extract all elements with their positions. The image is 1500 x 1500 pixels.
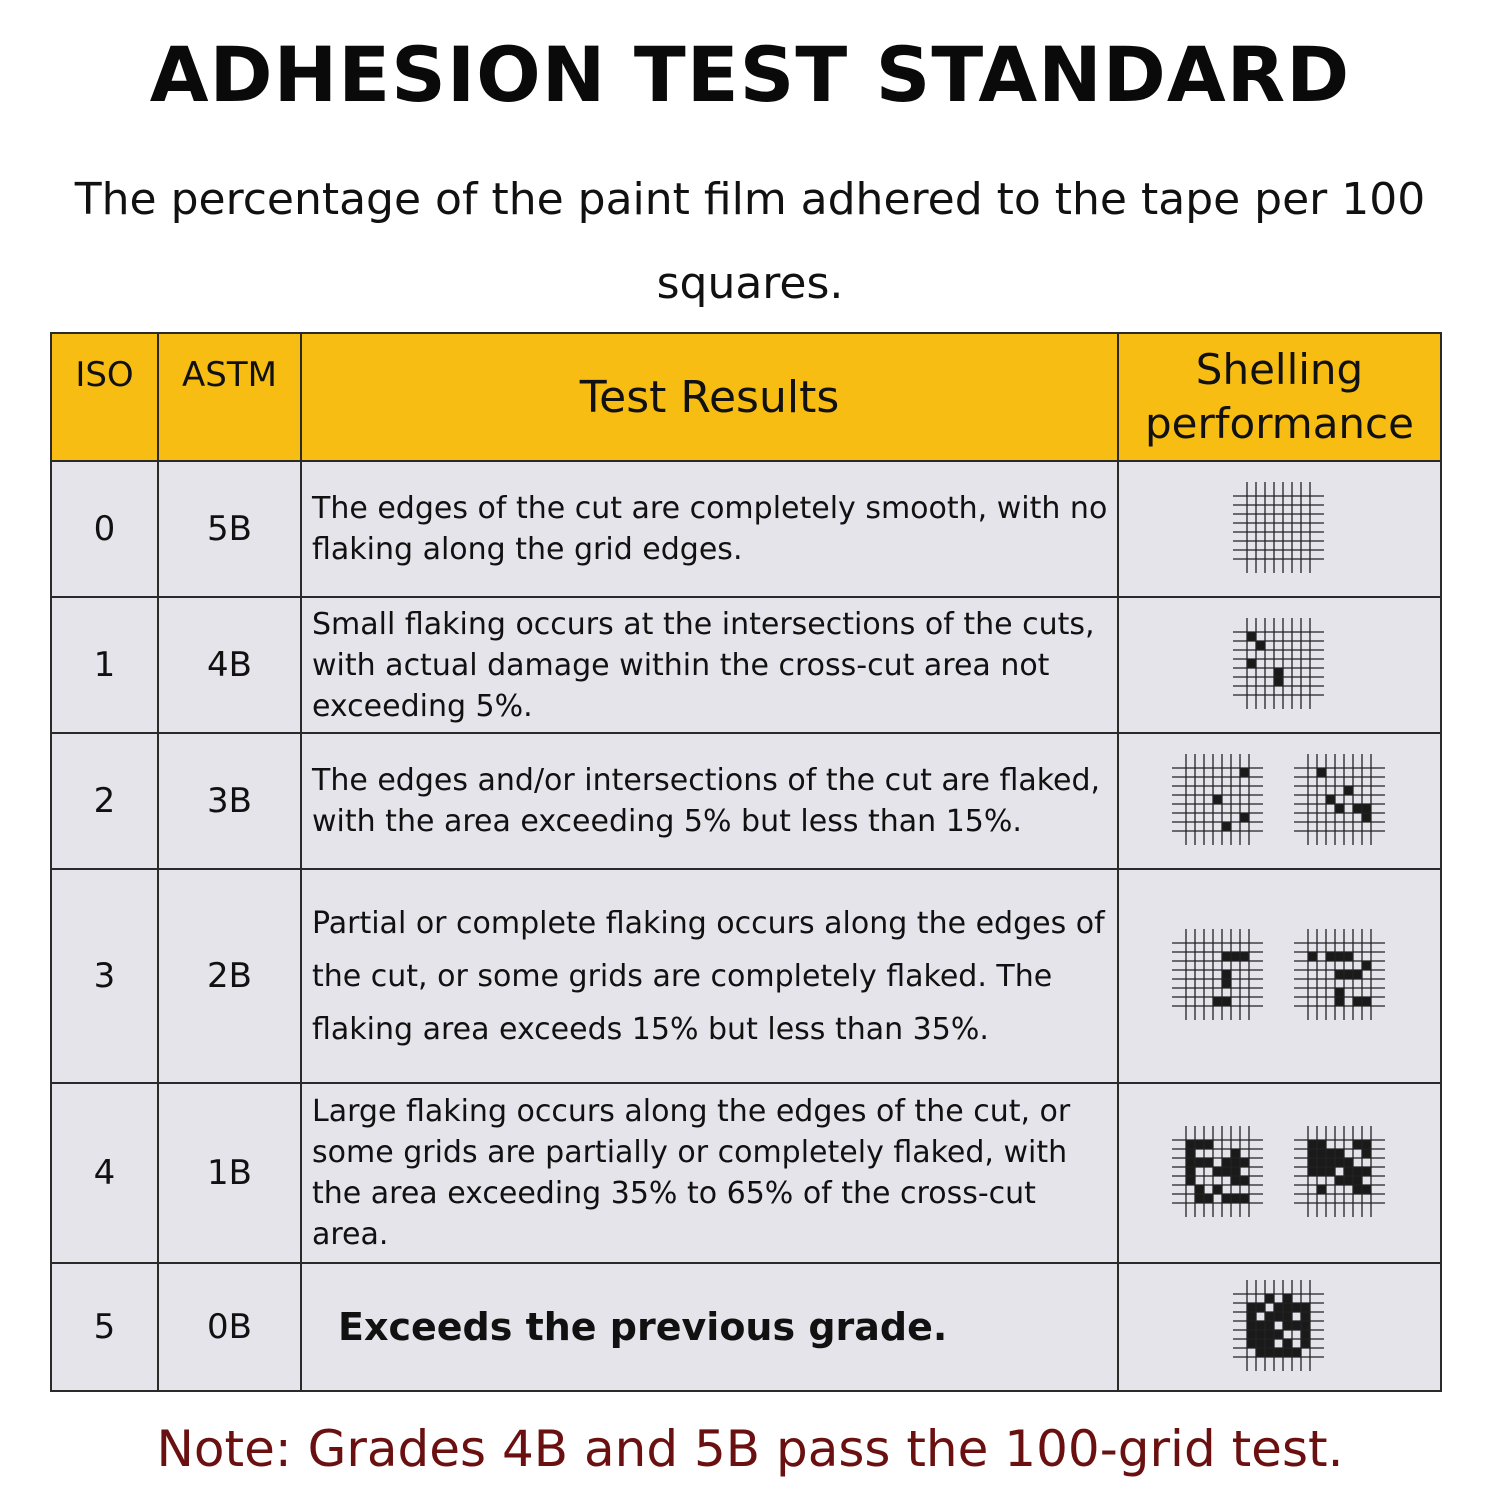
flaked-square <box>1301 1321 1310 1330</box>
flaked-square <box>1213 795 1222 804</box>
flaked-square <box>1344 786 1353 795</box>
flaked-square <box>1274 1312 1283 1321</box>
flaked-square <box>1301 1330 1310 1339</box>
flaked-square <box>1362 997 1371 1006</box>
table-row <box>51 1083 1441 1263</box>
flaked-square <box>1222 1167 1231 1176</box>
flaked-square <box>1247 1312 1256 1321</box>
flaked-square <box>1204 1140 1213 1149</box>
flaked-square <box>1317 768 1326 777</box>
shelling-cell <box>1118 1083 1441 1263</box>
iso-cell: 4 <box>51 1083 158 1263</box>
flaked-square <box>1335 804 1344 813</box>
flaked-square <box>1256 641 1265 650</box>
astm-cell: 1B <box>158 1083 301 1263</box>
page-title: ADHESION TEST STANDARD <box>149 30 1351 119</box>
result-cell: Small flaking occurs at the intersections of the cuts, with actual damage within the cross-cut area not exceeding 5%. <box>301 597 1118 733</box>
flaked-square <box>1186 1140 1195 1149</box>
flaked-square <box>1283 1321 1292 1330</box>
flaked-square <box>1222 970 1231 979</box>
flaked-square <box>1326 1149 1335 1158</box>
flaked-square <box>1240 768 1249 777</box>
header-test-results: Test Results <box>301 333 1118 461</box>
flaked-square <box>1326 1158 1335 1167</box>
flaked-square <box>1222 822 1231 831</box>
flaked-square <box>1274 1303 1283 1312</box>
flaked-square <box>1308 1149 1317 1158</box>
flaked-square <box>1308 1140 1317 1149</box>
flaked-square <box>1240 952 1249 961</box>
flaked-square <box>1222 952 1231 961</box>
flaked-square <box>1222 997 1231 1006</box>
flaked-square <box>1265 1321 1274 1330</box>
flaked-square <box>1317 1158 1326 1167</box>
flaked-square <box>1317 1167 1326 1176</box>
flaked-square <box>1265 1348 1274 1357</box>
cross-cut-grid-icon <box>1164 921 1274 1031</box>
flaked-square <box>1362 1167 1371 1176</box>
cross-cut-grid-icon <box>1164 746 1274 856</box>
flaked-square <box>1335 1149 1344 1158</box>
result-cell: Exceeds the previous grade. <box>301 1263 1118 1391</box>
flaked-square <box>1335 997 1344 1006</box>
iso-cell: 1 <box>51 597 158 733</box>
flaked-square <box>1240 1194 1249 1203</box>
flaked-square <box>1274 1330 1283 1339</box>
flaked-square <box>1195 1185 1204 1194</box>
flaked-square <box>1213 997 1222 1006</box>
flaked-square <box>1231 1149 1240 1158</box>
flaked-square <box>1353 1140 1362 1149</box>
flaked-square <box>1256 1303 1265 1312</box>
flaked-square <box>1335 988 1344 997</box>
result-cell: The edges and/or intersections of the cut are flaked, with the area exceeding 5% but less than 15%. <box>301 733 1118 869</box>
flaked-square <box>1344 1158 1353 1167</box>
flaked-square <box>1301 1339 1310 1348</box>
flaked-square <box>1213 1167 1222 1176</box>
flaked-square <box>1283 1294 1292 1303</box>
flaked-square <box>1335 1176 1344 1185</box>
flaked-square <box>1353 1176 1362 1185</box>
flaked-square <box>1317 1185 1326 1194</box>
iso-cell: 0 <box>51 461 158 597</box>
flaked-square <box>1256 1321 1265 1330</box>
flaked-square <box>1335 970 1344 979</box>
flaked-square <box>1292 1321 1301 1330</box>
flaked-square <box>1231 952 1240 961</box>
iso-cell: 2 <box>51 733 158 869</box>
flaked-square <box>1353 1185 1362 1194</box>
flaked-square <box>1256 1330 1265 1339</box>
astm-cell: 5B <box>158 461 301 597</box>
flaked-square <box>1317 1140 1326 1149</box>
flaked-square <box>1274 668 1283 677</box>
flaked-square <box>1362 804 1371 813</box>
shelling-cell <box>1118 461 1441 597</box>
astm-cell: 4B <box>158 597 301 733</box>
flaked-square <box>1353 804 1362 813</box>
flaked-square <box>1204 1194 1213 1203</box>
flaked-square <box>1213 1185 1222 1194</box>
flaked-square <box>1308 1158 1317 1167</box>
flaked-square <box>1292 1303 1301 1312</box>
header-shelling-performance: Shelling performance <box>1118 333 1441 461</box>
flaked-square <box>1283 1312 1292 1321</box>
flaked-square <box>1326 795 1335 804</box>
shelling-cell <box>1118 733 1441 869</box>
flaked-square <box>1326 952 1335 961</box>
header-astm: ASTM <box>158 333 301 461</box>
flaked-square <box>1247 1303 1256 1312</box>
flaked-square <box>1283 1339 1292 1348</box>
flaked-square <box>1186 1149 1195 1158</box>
flaked-square <box>1326 1167 1335 1176</box>
flaked-square <box>1265 1330 1274 1339</box>
flaked-square <box>1195 1194 1204 1203</box>
flaked-square <box>1256 1339 1265 1348</box>
flaked-square <box>1301 1312 1310 1321</box>
flaked-square <box>1353 997 1362 1006</box>
flaked-square <box>1231 1167 1240 1176</box>
flaked-square <box>1362 1185 1371 1194</box>
cross-cut-grid-icon <box>1286 921 1396 1031</box>
table-row <box>51 1263 1441 1391</box>
flaked-square <box>1344 970 1353 979</box>
astm-cell: 2B <box>158 869 301 1083</box>
shelling-cell <box>1118 869 1441 1083</box>
flaked-square <box>1247 1339 1256 1348</box>
table-row <box>51 461 1441 597</box>
adhesion-table <box>50 332 1442 1392</box>
flaked-square <box>1274 1348 1283 1357</box>
flaked-square <box>1222 979 1231 988</box>
flaked-square <box>1344 952 1353 961</box>
flaked-square <box>1247 1330 1256 1339</box>
flaked-square <box>1231 1194 1240 1203</box>
result-cell: Large flaking occurs along the edges of the cut, or some grids are partially or completely flaked, with the area exceeding 35% to 65% of the cross-cut area. <box>301 1083 1118 1263</box>
flaked-square <box>1231 1158 1240 1167</box>
flaked-square <box>1308 952 1317 961</box>
cross-cut-grid-icon <box>1286 746 1396 856</box>
header-row <box>51 333 1441 461</box>
flaked-square <box>1231 1176 1240 1185</box>
flaked-square <box>1186 1167 1195 1176</box>
flaked-square <box>1265 1294 1274 1303</box>
result-cell: Partial or complete flaking occurs along the edges of the cut, or some grids are completely flaked. The flaking area exceeds 15% but less than 35%. <box>301 869 1118 1083</box>
flaked-square <box>1362 961 1371 970</box>
flaked-square <box>1335 1158 1344 1167</box>
flaked-square <box>1301 1303 1310 1312</box>
astm-cell: 0B <box>158 1263 301 1391</box>
flaked-square <box>1222 1194 1231 1203</box>
flaked-square <box>1222 1158 1231 1167</box>
flaked-square <box>1256 1348 1265 1357</box>
flaked-square <box>1317 1149 1326 1158</box>
flaked-square <box>1186 1176 1195 1185</box>
shelling-cell <box>1118 1263 1441 1391</box>
flaked-square <box>1353 970 1362 979</box>
flaked-square <box>1204 1158 1213 1167</box>
cross-cut-grid-icon <box>1225 610 1335 720</box>
cross-cut-grid-icon <box>1225 474 1335 584</box>
flaked-square <box>1308 1167 1317 1176</box>
flaked-square <box>1292 1348 1301 1357</box>
footer-note: Note: Grades 4B and 5B pass the 100-grid test. <box>156 1420 1344 1478</box>
flaked-square <box>1265 1339 1274 1348</box>
flaked-square <box>1186 1158 1195 1167</box>
flaked-square <box>1274 677 1283 686</box>
cross-cut-grid-icon <box>1225 1272 1335 1382</box>
flaked-square <box>1344 1176 1353 1185</box>
flaked-square <box>1265 1312 1274 1321</box>
table-row <box>51 869 1441 1083</box>
flaked-square <box>1247 632 1256 641</box>
flaked-square <box>1240 813 1249 822</box>
astm-cell: 3B <box>158 733 301 869</box>
flaked-square <box>1353 1167 1362 1176</box>
flaked-square <box>1362 1149 1371 1158</box>
iso-cell: 3 <box>51 869 158 1083</box>
table-row <box>51 733 1441 869</box>
flaked-square <box>1195 1140 1204 1149</box>
result-cell: The edges of the cut are completely smooth, with no flaking along the grid edges. <box>301 461 1118 597</box>
flaked-square <box>1362 813 1371 822</box>
flaked-square <box>1247 659 1256 668</box>
flaked-square <box>1362 1140 1371 1149</box>
table-row <box>51 597 1441 733</box>
flaked-square <box>1283 1303 1292 1312</box>
shelling-cell <box>1118 597 1441 733</box>
header-iso: ISO <box>51 333 158 461</box>
page-subtitle: The percentage of the paint film adhered to the tape per 100 squares. <box>74 174 1426 309</box>
flaked-square <box>1247 1321 1256 1330</box>
flaked-square <box>1283 1348 1292 1357</box>
cross-cut-grid-icon <box>1164 1118 1274 1228</box>
flaked-square <box>1344 1167 1353 1176</box>
flaked-square <box>1240 1176 1249 1185</box>
flaked-square <box>1195 1158 1204 1167</box>
flaked-square <box>1335 952 1344 961</box>
flaked-square <box>1240 1158 1249 1167</box>
iso-cell: 5 <box>51 1263 158 1391</box>
cross-cut-grid-icon <box>1286 1118 1396 1228</box>
